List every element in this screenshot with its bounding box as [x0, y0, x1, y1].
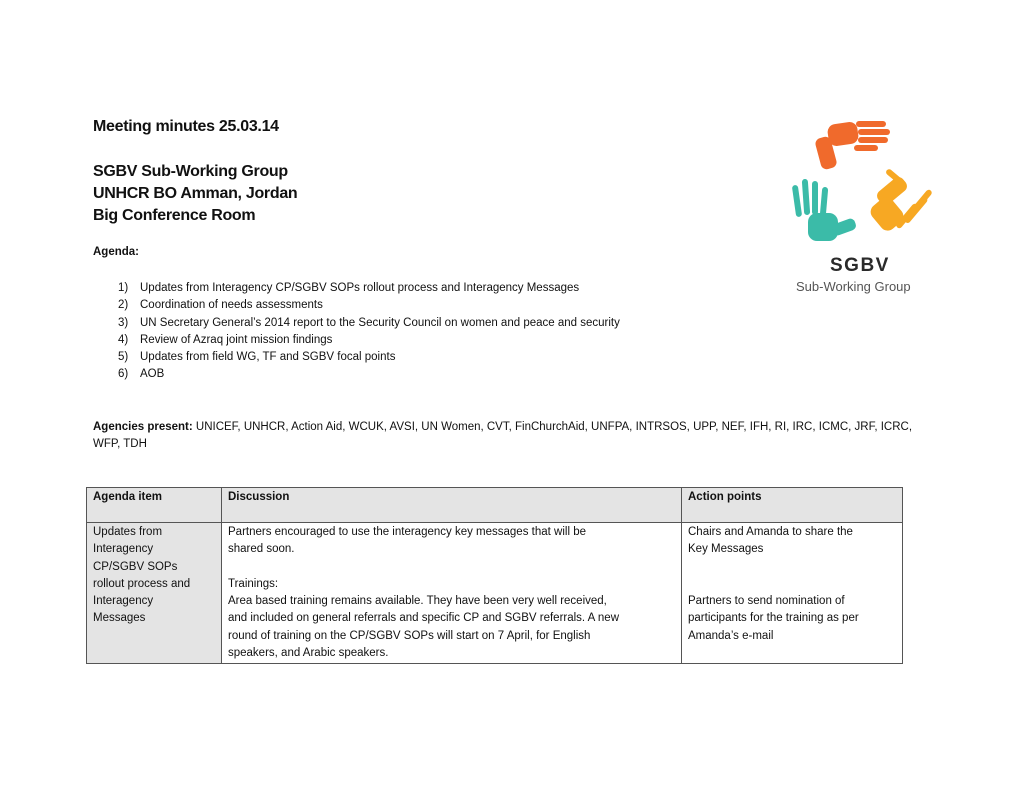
teal-hand-icon — [792, 179, 858, 241]
header-agenda-item: Agenda item — [87, 488, 222, 523]
agenda-item-cell: Updates from Interagency CP/SGBV SOPs rollout process and Interagency Messages — [87, 523, 222, 664]
agenda-item: 2) Coordination of needs assessments — [118, 299, 323, 312]
title-block — [93, 116, 297, 227]
agencies-label: Agencies present: — [93, 421, 193, 433]
agenda-item: 5) Updates from field WG, TF and SGBV focal points — [118, 351, 396, 364]
table-row — [87, 523, 903, 664]
logo-name: SGBV — [830, 255, 890, 276]
sgbv-logo — [780, 115, 940, 300]
agenda-item: 6) AOB — [118, 368, 165, 381]
orange-hand-icon — [814, 121, 890, 171]
meeting-location: UNHCR BO Amman, Jordan — [93, 185, 298, 202]
agenda-item: 1) Updates from Interagency CP/SGBV SOPs rollout process and Interagency Messages — [118, 282, 580, 294]
discussion-cell: Partners encouraged to use the interagency key messages that will be shared soon. Trainings: Area based training remains available. They have been very well received, and included on general referrals and specific CP and SGBV referrals. A new round of training on the CP/SGBV SOPs will start on 7 April, for English speakers, and Arabic speakers. — [222, 523, 682, 664]
table-header-row — [87, 488, 903, 523]
agenda-item: 3) UN Secretary General’s 2014 report to the Security Council on women and peace and security — [118, 316, 620, 329]
agencies-present — [93, 419, 933, 453]
trainings-label: Trainings: — [228, 577, 279, 590]
agencies-list: UNICEF, UNHCR, Action Aid, WCUK, AVSI, UN Women, CVT, FinChurchAid, UNFPA, INTRSOS, UPP, NEF, IFH, RI, IRC, ICMC, JRF, ICRC, WFP, TDH — [93, 421, 913, 450]
minutes-table — [86, 487, 903, 664]
hands-logo-icon — [780, 115, 940, 255]
yellow-hand-icon — [867, 168, 933, 234]
action-points-cell: Chairs and Amanda to share the Key Messages Partners to send nomination of participants for the training as per Amanda’s e-mail — [682, 523, 903, 664]
header-action-points: Action points — [682, 488, 903, 523]
meeting-room: Big Conference Room — [93, 207, 256, 224]
page-title: Meeting minutes 25.03.14 — [93, 118, 279, 135]
logo-subtitle: Sub-Working Group — [796, 279, 911, 294]
agenda-list — [118, 280, 620, 384]
agenda-item: 4) Review of Azraq joint mission findings — [118, 333, 333, 346]
group-name: SGBV Sub-Working Group — [93, 163, 288, 180]
agenda-label: Agenda: — [93, 246, 139, 258]
header-discussion: Discussion — [222, 488, 682, 523]
